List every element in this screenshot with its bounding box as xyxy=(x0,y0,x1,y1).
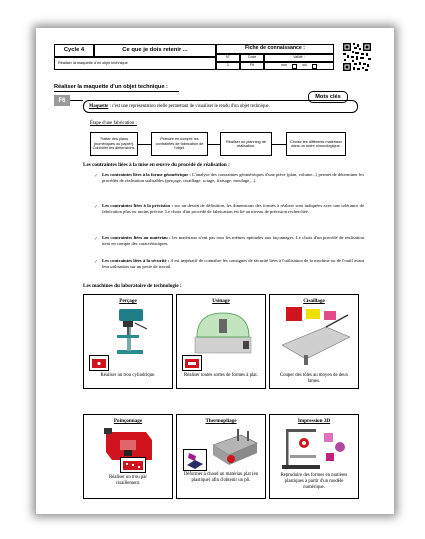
cycle-label: Cycle 4 xyxy=(54,44,94,57)
oui-label: oui xyxy=(302,63,307,68)
cnc-mill-icon xyxy=(191,307,255,355)
thermo-bender-icon xyxy=(207,425,263,467)
definition-term: Maquette xyxy=(89,104,109,109)
machine-card-cisaillage xyxy=(269,294,359,389)
etape-arrow-2 xyxy=(208,144,220,145)
shear-icon xyxy=(276,305,354,367)
definition-box xyxy=(83,100,358,113)
etape-arrow-3 xyxy=(272,144,286,145)
qr-code xyxy=(342,42,372,72)
bullet-icon: ✓ xyxy=(94,237,99,242)
contrainte-securite-text: il est impératif de connaître les consignes de sécurité liées à l'utilisation de la machine ou de l'outil avant leur utilisation sur un poste de travail. xyxy=(102,258,364,269)
contrainte-forme-lead: Les contraintes liées à la forme géométrique : xyxy=(102,172,191,177)
etapes-title: Étape d'une fabrication : xyxy=(90,121,137,126)
contrainte-securite-lead: Les contraintes liées à la sécurité : xyxy=(102,258,170,263)
validation-cell xyxy=(264,62,334,70)
etape-box-4: Choisir les différents matériaux dans un ordre chronologique. xyxy=(286,132,346,156)
subject-cell: Réaliser la maquette d'un objet technique xyxy=(54,57,216,70)
machine-desc: Déformer à chaud un matériau plat (en plastique) afin d'obtenir un pli. xyxy=(183,472,259,483)
fiche-label: Fiche de connaissance : xyxy=(216,44,334,54)
machine-card-thermopliage xyxy=(176,414,266,499)
etape-box-1: Traiter des plans (numériques ou papier). Contrôler les dimensions. xyxy=(90,132,138,156)
contrainte-materiau xyxy=(102,235,364,259)
machines-title: Les machines du laboratoire de technologie : xyxy=(83,283,182,289)
bullet-icon: ✓ xyxy=(94,174,99,179)
badge-connector xyxy=(70,100,83,101)
contrainte-materiau-lead: Les contraintes liées au matériau : xyxy=(102,235,171,240)
contrainte-securite xyxy=(102,258,364,282)
machine-card-percage xyxy=(83,294,173,389)
etape-arrow-1 xyxy=(138,144,151,145)
value-code: F6 xyxy=(240,62,264,70)
machine-name: Usinage xyxy=(212,298,230,304)
header-table xyxy=(54,44,376,78)
machine-desc: Couper des tôles au moyen de deux lames. xyxy=(279,373,349,384)
contrainte-forme xyxy=(102,172,364,202)
part-thumbnail xyxy=(183,449,207,471)
col-valide: Validé : xyxy=(264,54,334,62)
machine-desc: Réaliser toutes sortes de formes à plat. xyxy=(184,373,258,378)
page-title: Ce que je dois retenir ... xyxy=(94,44,216,57)
part-thumbnail xyxy=(120,457,146,473)
bullet-icon: ✓ xyxy=(94,260,99,265)
bullet-icon: ✓ xyxy=(94,205,99,210)
contrainte-materiau-text: les matériaux n'ont pas tous les mêmes aptitudes aux façonnages. Le choix d'un procédé de réalisation tient en compte des caractéristiques. xyxy=(102,235,364,246)
contrainte-precision xyxy=(102,203,364,233)
part-thumbnail xyxy=(182,355,202,371)
non-checkbox[interactable] xyxy=(292,64,297,69)
code-badge: F6 xyxy=(54,95,70,106)
drill-press-icon xyxy=(109,307,151,355)
machine-name: Cisaillage xyxy=(303,298,325,304)
oui-checkbox[interactable] xyxy=(312,64,317,69)
contraintes-title: Les contraintes liées à la mise en œuvre du procédé de réalisation : xyxy=(83,162,230,168)
machine-card-impression-3d xyxy=(269,414,359,499)
contrainte-precision-text: sur un dessin de définition, les dimensions des formes à réaliser sont indiquées avec une tolérance de fabrication plus ou moins précise. Le choix d'un procédé de fabrication est lié au niveau de précision recherchée. xyxy=(102,203,364,214)
section-title: Réaliser la maquette d'un objet technique : xyxy=(54,84,168,90)
definition-text: : c'est une représentation réelle permettant de visualiser le rendu d'un objet technique. xyxy=(108,104,270,109)
contrainte-forme-text: L'analyse des contraintes géométriques d'une pièce (plan, volume...) permet de déterminer les procédés de réalisation utilisables (perçage, cisaillage, sciage, fraisage, moulage,...). xyxy=(102,172,365,183)
non-label: non xyxy=(281,63,288,68)
etape-box-3: Réaliser un planning de réalisation. xyxy=(220,132,272,156)
machine-desc: Réaliser un trou cylindrique. xyxy=(100,373,156,378)
value-no: 1 xyxy=(216,62,240,70)
machine-desc: Reproduire des formes en matières plastiques à partir d'un modèle numérique. xyxy=(280,473,348,490)
section-underline xyxy=(54,91,179,92)
mots-cles-label: Mots clés xyxy=(308,91,348,103)
3d-printer-icon xyxy=(280,425,352,471)
machine-name: Perçage xyxy=(119,298,137,304)
machine-name: Impression 3D xyxy=(297,418,331,424)
col-no: N° xyxy=(216,54,240,62)
machine-desc: Réaliser un trou par cisaillement. xyxy=(109,475,147,486)
machine-card-usinage xyxy=(176,294,266,389)
col-code: Code xyxy=(240,54,264,62)
etape-box-2: Prendre en compte les contraintes de fabrication de l'objet. xyxy=(151,132,208,156)
machine-card-poinconnage xyxy=(83,414,173,499)
contrainte-precision-lead: Les contraintes liées à la précision : xyxy=(102,203,173,208)
document-page xyxy=(36,28,394,514)
part-thumbnail xyxy=(89,355,109,371)
machine-name: Thermopliage xyxy=(205,418,237,424)
machine-name: Poinçonnage xyxy=(113,418,143,424)
